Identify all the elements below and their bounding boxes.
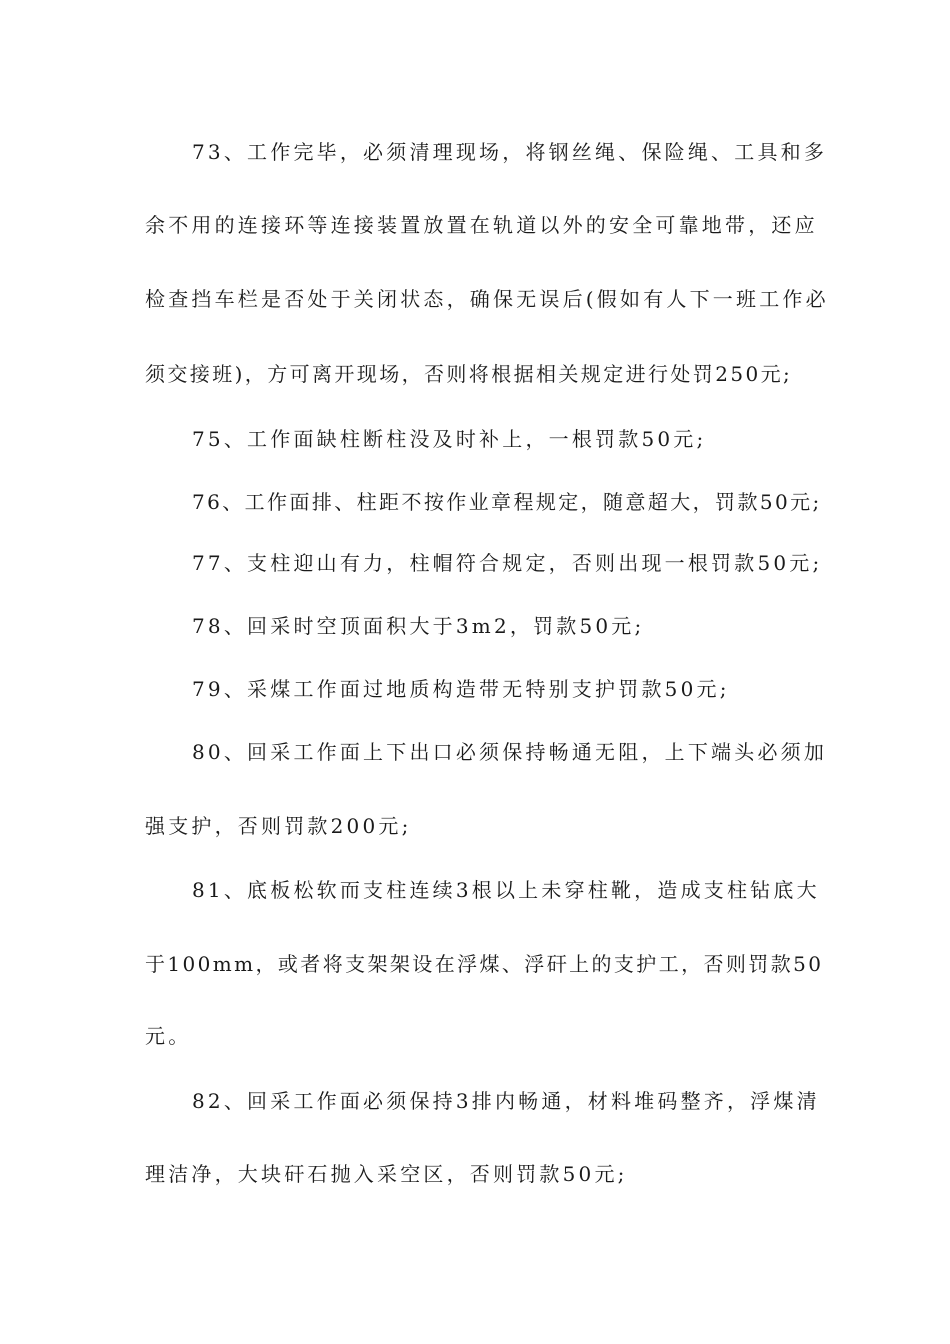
paragraph-81-line-1: 81、底板松软而支柱连续3根以上未穿柱靴，造成支柱钻底大	[192, 878, 820, 902]
paragraph-73-line-2: 余不用的连接环等连接装置放置在轨道以外的安全可靠地带，还应	[145, 213, 818, 237]
paragraph-80-line-1: 80、回采工作面上下出口必须保持畅通无阻，上下端头必须加	[192, 740, 828, 764]
paragraph-78: 78、回采时空顶面积大于3m2，罚款50元;	[192, 614, 645, 638]
paragraph-81-line-3: 元。	[145, 1024, 192, 1048]
paragraph-79: 79、采煤工作面过地质构造带无特别支护罚款50元;	[192, 677, 730, 701]
paragraph-73-line-4: 须交接班)，方可离开现场，否则将根据相关规定进行处罚250元;	[145, 362, 793, 386]
paragraph-80-line-2: 强支护，否则罚款200元;	[145, 814, 412, 838]
paragraph-81-line-2: 于100mm，或者将支架架设在浮煤、浮矸上的支护工，否则罚款50	[145, 952, 824, 976]
paragraph-76: 76、工作面排、柱距不按作业章程规定，随意超大，罚款50元;	[192, 490, 822, 514]
paragraph-73-line-1: 73、工作完毕，必须清理现场，将钢丝绳、保险绳、工具和多	[192, 140, 828, 164]
paragraph-82-line-2: 理洁净，大块矸石抛入采空区，否则罚款50元;	[145, 1162, 628, 1186]
paragraph-75: 75、工作面缺柱断柱没及时补上，一根罚款50元;	[192, 427, 707, 451]
paragraph-73-line-3: 检查挡车栏是否处于关闭状态，确保无误后(假如有人下一班工作必	[145, 287, 829, 311]
paragraph-77: 77、支柱迎山有力，柱帽符合规定，否则出现一根罚款50元;	[192, 551, 823, 575]
paragraph-82-line-1: 82、回采工作面必须保持3排内畅通，材料堆码整齐，浮煤清	[192, 1089, 820, 1113]
